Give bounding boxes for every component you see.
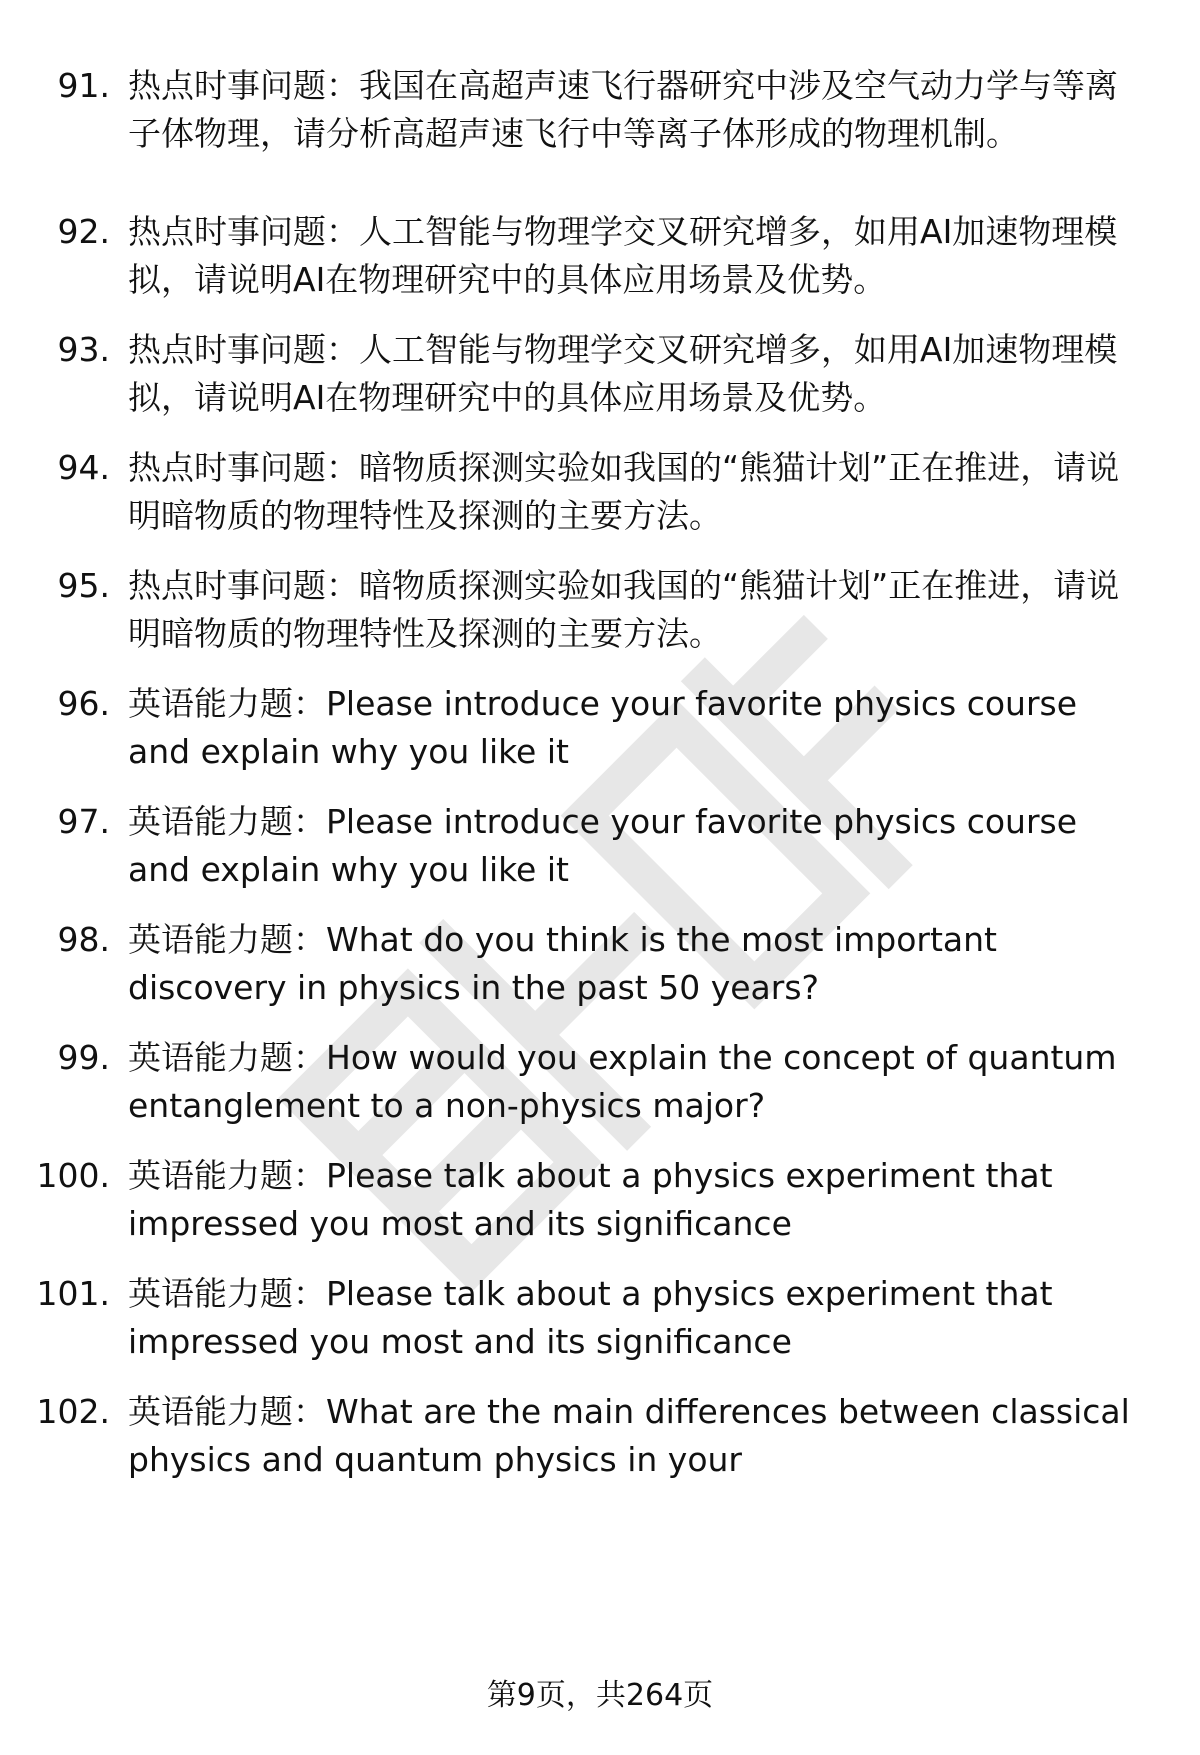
list-item — [0, 1152, 1200, 1270]
item-number: 93. — [57, 330, 110, 369]
list-item — [0, 444, 1200, 562]
list-item — [0, 916, 1200, 1034]
item-number: 100. — [36, 1156, 110, 1195]
item-number: 91. — [57, 66, 110, 105]
item-number: 95. — [57, 566, 110, 605]
page-number-footer: 第9页，共264页 — [486, 1678, 714, 1713]
item-text: 热点时事问题：人工智能与物理学交叉研究增多，如用AI加速物理模拟，请说明AI在物理研究中的具体应用场景及优势。 — [128, 330, 1118, 417]
item-text: 英语能力题：What do you think is the most important discovery in physics in the past 50 years? — [128, 920, 997, 1007]
item-text: 英语能力题：Please talk about a physics experiment that impressed you most and its significance — [128, 1274, 1053, 1361]
item-text: 英语能力题：Please introduce your favorite physics course and explain why you like it — [128, 684, 1078, 771]
item-text: 热点时事问题：暗物质探测实验如我国的“熊猫计划”正在推进，请说明暗物质的物理特性及探测的主要方法。 — [128, 448, 1120, 535]
item-text: 热点时事问题：暗物质探测实验如我国的“熊猫计划”正在推进，请说明暗物质的物理特性及探测的主要方法。 — [128, 566, 1120, 653]
question-list — [0, 62, 1200, 1488]
list-item — [0, 798, 1200, 916]
item-number: 102. — [36, 1392, 110, 1431]
list-item — [0, 1034, 1200, 1152]
list-item — [0, 1270, 1200, 1388]
list-item — [0, 1388, 1200, 1488]
item-number: 96. — [57, 684, 110, 723]
item-number: 98. — [57, 920, 110, 959]
item-text: 热点时事问题：我国在高超声速飞行器研究中涉及空气动力学与等离子体物理，请分析高超声速飞行中等离子体形成的物理机制。 — [128, 66, 1118, 153]
list-item — [0, 326, 1200, 444]
item-number: 101. — [36, 1274, 110, 1313]
list-item — [0, 562, 1200, 680]
item-number: 92. — [57, 212, 110, 251]
item-number: 99. — [57, 1038, 110, 1077]
list-item — [0, 62, 1200, 208]
item-text: 热点时事问题：人工智能与物理学交叉研究增多，如用AI加速物理模拟，请说明AI在物理研究中的具体应用场景及优势。 — [128, 212, 1118, 299]
list-item — [0, 208, 1200, 326]
item-text: 英语能力题：How would you explain the concept of quantum entanglement to a non-physics major? — [128, 1038, 1117, 1125]
item-text: 英语能力题：Please talk about a physics experiment that impressed you most and its significance — [128, 1156, 1053, 1243]
item-number: 94. — [57, 448, 110, 487]
item-text: 英语能力题：Please introduce your favorite physics course and explain why you like it — [128, 802, 1078, 889]
item-number: 97. — [57, 802, 110, 841]
list-item — [0, 680, 1200, 798]
item-text: 英语能力题：What are the main differences between classical physics and quantum physics in your — [128, 1392, 1130, 1479]
